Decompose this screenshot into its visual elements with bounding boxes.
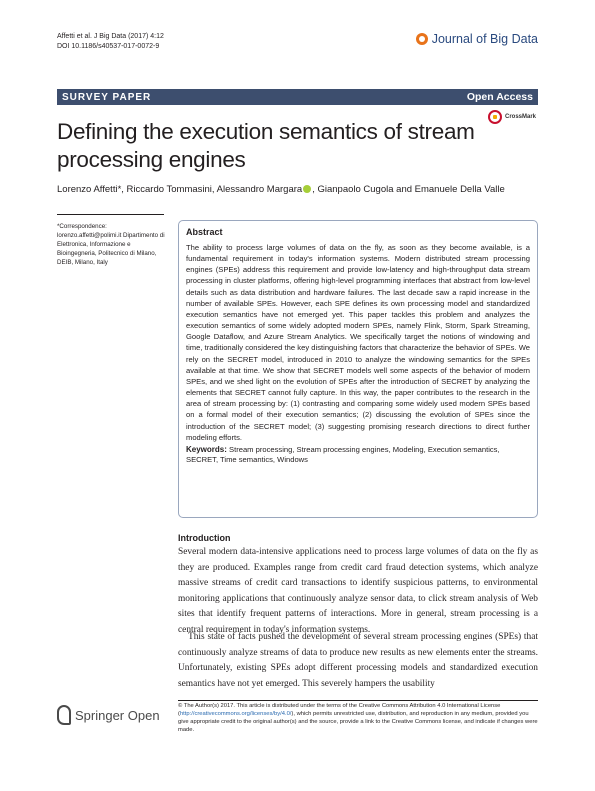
keywords-list: Stream processing, Stream processing engines, Modeling, Execution semantics, SECRET, Time semantics, Windows <box>186 444 500 465</box>
crossmark-icon <box>488 110 502 124</box>
footer-divider <box>178 700 538 701</box>
license-link[interactable]: http://creativecommons.org/licenses/by/4.0/ <box>179 711 292 718</box>
journal-logo-icon <box>416 33 428 45</box>
keywords-label: Keywords: <box>186 444 227 454</box>
license-part-2: ), which permits unrestricted use, distribution, and reproduction in any medium, provided you give appropriate credit to the original author(s) and the source, provide a link to the Creative Commons license, and indicate if changes were made. <box>178 711 538 734</box>
author-list <box>57 184 505 195</box>
authors-part-1: Lorenzo Affetti*, Riccardo Tommasini, Alessandro Margara <box>57 184 303 195</box>
publisher-name: Springer Open <box>75 707 160 723</box>
springer-horse-icon <box>57 705 71 725</box>
abstract-heading: Abstract <box>186 227 223 237</box>
introduction-heading: Introduction <box>178 533 231 543</box>
journal-header[interactable] <box>416 32 538 46</box>
citation-line-1: Affetti et al. J Big Data (2017) 4:12 <box>57 33 164 40</box>
introduction-paragraph-2: This state of facts pushed the development of several stream processing engines (SPEs) that continuously analyze streams of data to produce new results as new elements enter the streams. Unfortunately, existing SPEs adopt different processing models and standardized execution semantics have not yet emerged. This severely hampers the usability <box>178 632 538 689</box>
keywords <box>186 445 530 466</box>
orcid-icon[interactable] <box>303 185 311 193</box>
springer-open-logo <box>57 705 160 725</box>
correspondence: *Correspondence: lorenzo.affetti@polimi.it Dipartimento di Elettronica, Informazione e Bioingegneria, Politecnico di Milano, DEIB, Milano, Italy <box>57 223 165 267</box>
license-text <box>178 702 538 734</box>
divider <box>57 214 164 215</box>
article-title: Defining the execution semantics of stream processing engines <box>57 119 475 172</box>
section-banner <box>57 89 538 105</box>
authors-part-2: , Gianpaolo Cugola and Emanuele Della Valle <box>312 184 505 195</box>
doi-line[interactable]: DOI 10.1186/s40537-017-0072-9 <box>57 43 160 50</box>
license-part-1: © The Author(s) 2017. This article is distributed under the terms of the Creative Commons Attribution 4.0 International License ( <box>178 703 501 718</box>
citation <box>57 32 164 52</box>
article-type: SURVEY PAPER <box>62 91 152 103</box>
abstract-box <box>178 220 538 518</box>
introduction-paragraph-1: Several modern data-intensive applications need to process large volumes of data on the fly as they are produced. Examples range from credit card fraud detection systems, which analyze massive streams of credit card transactions to identify suspicious patterns, to environmental monitoring applications that continuously analyze sensor data, to click stream analysis of Web sites that identify frequent patterns of interactions. More in general, stream processing is a central requirement in today's information systems. <box>178 547 538 635</box>
crossmark-label: CrossMark <box>505 114 537 120</box>
crossmark-button[interactable] <box>488 110 536 124</box>
open-access-label: Open Access <box>466 91 533 103</box>
abstract-text: The ability to process large volumes of data on the fly, as soon as they become available, is a fundamental requirement in today's information systems. Modern distributed stream processing engines (SPEs) address this requirement and provide low-latency and high-throughput data stream processing in cluster platforms, offering high-level programming interfaces that abstract from low-level details such as data distribution and hardware failures. The last decade saw a rapid increase in the number of available SPEs. However, each SPE defines its own processing model and standardized execution semantics have not emerged yet. This paper tackles this problem and analyzes the execution semantics of some widely adopted modern SPEs, namely Flink, Storm, Spark Streaming, Google Dataflow, and Azure Stream Analytics. We specifically target the notions of windowing and time, traditionally considered the key distinguishing factors that characterize the behavior of SPEs. We rely on the SECRET model, introduced in 2010 to analyze the windowing semantics for the SPEs available at that time. We show that SECRET models well some aspects of the behavior of modern SPEs, and we shed light on the evolution of SPEs after the introduction of SECRET by analyzing the elements that SECRET cannot fully capture. In this way, the paper contributes to the research in the area of stream processing by: (1) contrasting and comparing some widely used modern SPEs based on a formal model of their execution semantics; (2) discussing the evolution of SPEs since the introduction of the SECRET model; (3) suggesting promising research directions to direct further modeling efforts. <box>186 243 530 442</box>
journal-name: Journal of Big Data <box>431 32 538 46</box>
